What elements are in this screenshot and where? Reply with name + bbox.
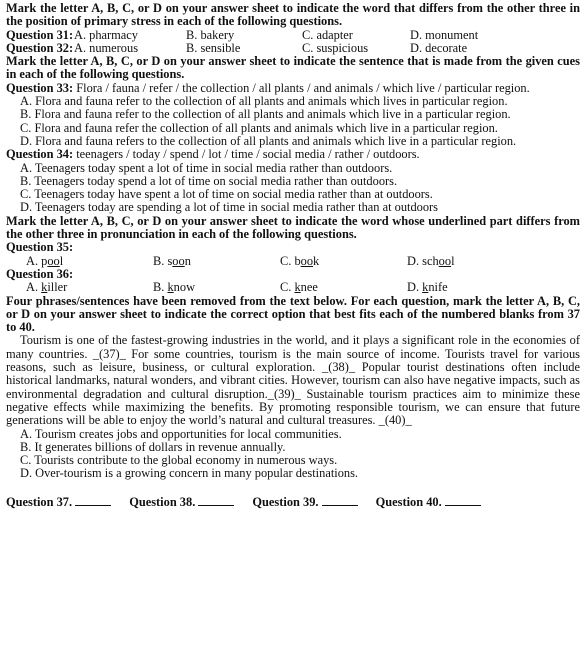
question-33 — [6, 82, 580, 95]
q36-option-c: C. knee — [280, 280, 318, 295]
q34-cue: teenagers / today / spend / lot / time / social media / rather / outdoors. — [76, 147, 420, 162]
q33-option-b: B. Flora and fauna refer to the collection of all plants and animals which live in a particular region. — [20, 107, 511, 122]
q31-label: Question 31: — [6, 27, 74, 42]
answer-37-blank[interactable] — [75, 495, 111, 506]
q35-option-b: B. soon — [153, 253, 191, 268]
answer-40[interactable]: Question 40. — [376, 495, 481, 509]
q36-option-d: D. knife — [407, 280, 448, 295]
q32-option-a: A. numerous — [74, 40, 139, 55]
section4-instruction: Four phrases/sentences have been removed from the text below. For each question, mark the letter A, B, C, or D on your answer sheet to indicate the correct option that best fits each of the numbered blanks from 37 to 40. — [6, 293, 580, 335]
q36-option-b: B. know — [153, 280, 196, 295]
q31-option-b: B. bakery — [186, 27, 235, 42]
q34-option-b: B. Teenagers today spend a lot of time on social media rather than outdoors. — [20, 173, 398, 188]
q33-label: Question 33: — [6, 80, 74, 95]
question-32 — [6, 42, 580, 55]
q36-option-a: A. killer — [26, 280, 68, 295]
q34-option-c: C. Teenagers today have spent a lot of time on social media rather than at outdoors. — [20, 187, 433, 202]
q34-label: Question 34: — [6, 147, 74, 162]
passage-option-c: C. Tourists contribute to the global economy in numerous ways. — [20, 453, 338, 468]
reading-passage: Tourism is one of the fastest-growing industries in the world, and it plays a significant role in the economies of many countries. _(37)_ For some countries, tourism is the main source of income. Tourists travel for various reasons, such as leisure, business, or cultural exploration. _(38)_ Popular tourist destinations often include historical landmarks, natural wonders, and vibrant cities. However, tourism can also have negative impacts, such as environmental degradation and cultural disruption._(39)_ Sustainable tourism practices aim to minimize these negative effects while maximizing the benefits. By promoting responsible tourism, we can ensure that future generations will be able to enjoy the world’s natural and cultural treasures. _(40)_ — [6, 333, 580, 428]
q33-cue: Flora / fauna / refer / the collection / all plants / and animals / which live / particular region. — [76, 80, 530, 95]
q34-option-a: A. Teenagers today spent a lot of time in social media rather than outdoors. — [20, 160, 393, 175]
passage-option-a: A. Tourism creates jobs and opportunities for local communities. — [20, 426, 342, 441]
q33-option-c: C. Flora and fauna refer the collection of all plants and animals which live in a particular region. — [20, 120, 498, 135]
q35-option-d: D. school — [407, 253, 455, 268]
question-31 — [6, 29, 580, 42]
answer-line — [6, 495, 580, 509]
q33-option-a: A. Flora and fauna refer to the collection of all plants and animals which lives in particular region. — [20, 94, 508, 109]
q33-option-d: D. Flora and fauna refers to the collection of all plants and animals which live in a particular region. — [20, 133, 517, 148]
answer-38[interactable]: Question 38. — [129, 495, 234, 509]
answer-39-blank[interactable] — [322, 495, 358, 506]
passage-option-d: D. Over-tourism is a growing concern in many popular destinations. — [20, 466, 359, 481]
q31-option-c: C. adapter — [302, 27, 353, 42]
q35-option-c: C. book — [280, 253, 320, 268]
question-35-options — [6, 255, 580, 268]
passage-option-b: B. It generates billions of dollars in revenue annually. — [20, 439, 286, 454]
answer-37[interactable]: Question 37. — [6, 495, 111, 509]
answer-40-blank[interactable] — [445, 495, 481, 506]
answer-38-blank[interactable] — [198, 495, 234, 506]
answer-39[interactable]: Question 39. — [252, 495, 357, 509]
section3-instruction: Mark the letter A, B, C, or D on your answer sheet to indicate the word whose underlined part differs from the other three in pronunciation in each of the following questions. — [6, 213, 580, 242]
question-36-options — [6, 281, 580, 294]
q32-label: Question 32: — [6, 40, 74, 55]
q31-option-a: A. pharmacy — [74, 27, 138, 42]
q35-option-a: A. pool — [26, 253, 64, 268]
q32-option-d: D. decorate — [410, 40, 468, 55]
q36-label: Question 36: — [6, 266, 74, 281]
q32-option-b: B. sensible — [186, 40, 241, 55]
q31-option-d: D. monument — [410, 27, 479, 42]
q32-option-c: C. suspicious — [302, 40, 369, 55]
q34-option-d: D. Teenagers today are spending a lot of time in social media rather than at outdoors — [20, 200, 438, 215]
section2-instruction: Mark the letter A, B, C, or D on your answer sheet to indicate the sentence that is made from the given cues in each of the following questions. — [6, 54, 580, 82]
q35-label: Question 35: — [6, 240, 74, 255]
question-34 — [6, 148, 580, 161]
section1-instruction: Mark the letter A, B, C, or D on your answer sheet to indicate the word that differs from the other three in the position of primary stress in each of the following questions. — [6, 1, 580, 29]
